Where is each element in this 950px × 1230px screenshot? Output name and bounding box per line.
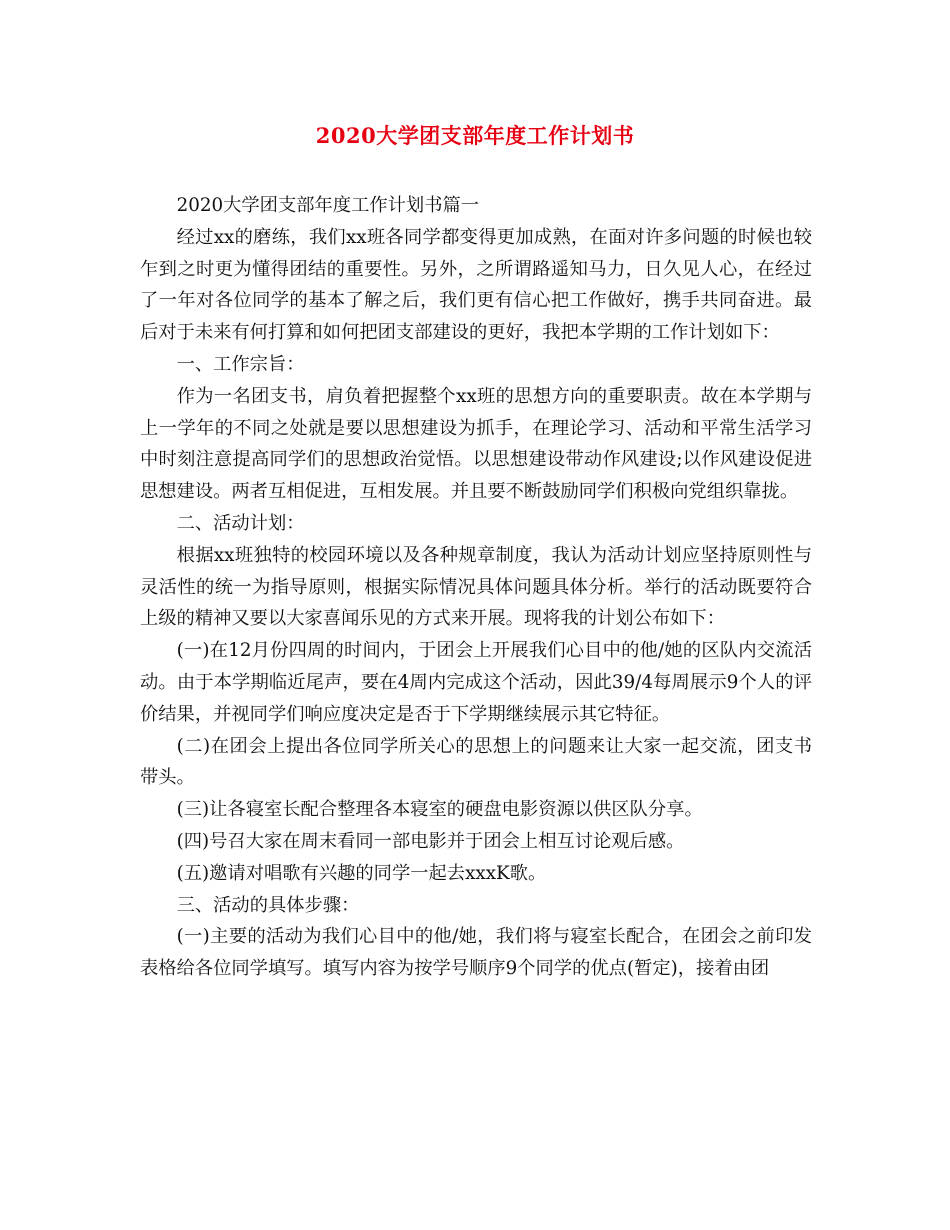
- heading-work-purpose: 一、工作宗旨：: [176, 353, 305, 375]
- paragraph-activity-plan: 根据xx班独特的校园环境以及各种规章制度，我认为活动计划应坚持原则性与灵活性的统一为指导原则，根据实际情况具体问题具体分析。举行的活动既要符合上级的精神又要以大家喜闻乐见的方式来开展。现将我的计划公布如下：: [140, 544, 812, 630]
- paragraph-intro: 经过xx的磨练，我们xx班各同学都变得更加成熟，在面对许多问题的时候也较乍到之时更为懂得团结的重要性。另外，之所谓路遥知马力，日久见人心，在经过了一年对各位同学的基本了解之后，我们更有信心把工作做好，携手共同奋进。最后对于未来有何打算和如何把团支部建设的更好，我把本学期的工作计划如下：: [140, 226, 812, 344]
- heading-activity-steps: 三、活动的具体步骤：: [176, 894, 360, 916]
- list-item-plan-4: (四)号召大家在周末看同一部电影并于团会上相互讨论观后感。: [176, 830, 685, 852]
- document-body: [140, 190, 812, 985]
- heading-activity-plan: 二、活动计划：: [176, 512, 305, 534]
- list-item-plan-1: (一)在12月份四周的时间内，于团会上开展我们心目中的他/她的区队内交流活动。由于本学期临近尾声，要在4周内完成这个活动，因此39/4每周展示9个人的评价结果，并视同学们响应度决定是否于下学期继续展示其它特征。: [140, 640, 812, 725]
- list-item-step-1: (一)主要的活动为我们心目中的他/她，我们将与寝室长配合，在团会之前印发表格给各位同学填写。填写内容为按学号顺序9个同学的优点(暂定)，接着由团: [140, 926, 812, 980]
- list-item-plan-2: (二)在团会上提出各位同学所关心的思想上的问题来让大家一起交流，团支书带头。: [140, 735, 812, 789]
- paragraph-work-purpose: 作为一名团支书，肩负着把握整个xx班的思想方向的重要职责。故在本学期与上一学年的不同之处就是要以思想建设为抓手，在理论学习、活动和平常生活学习中时刻注意提高同学们的思想政治觉悟。以思想建设带动作风建设;以作风建设促进思想建设。两者互相促进，互相发展。并且要不断鼓励同学们积极向党组织靠拢。: [140, 385, 812, 503]
- list-item-plan-3: (三)让各寝室长配合整理各本寝室的硬盘电影资源以供区队分享。: [176, 799, 703, 821]
- paragraph-section-heading: 2020大学团支部年度工作计划书篇一: [176, 195, 480, 216]
- list-item-plan-5: (五)邀请对唱歌有兴趣的同学一起去xxxK歌。: [176, 862, 547, 884]
- document-title: 2020大学团支部年度工作计划书: [315, 123, 635, 148]
